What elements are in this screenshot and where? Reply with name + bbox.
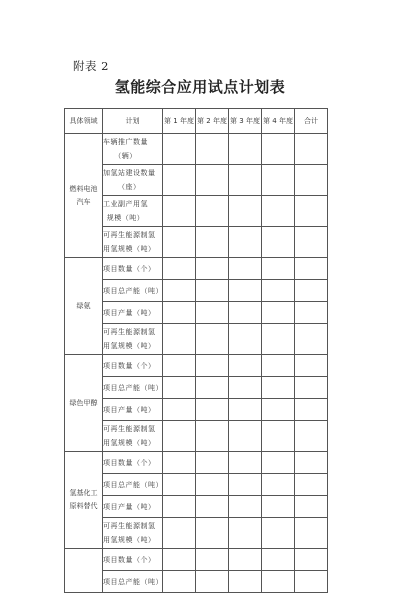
year2-cell: [196, 134, 229, 165]
year4-cell: [262, 324, 295, 355]
plan-item-label: 项目产量（吨）: [103, 405, 156, 414]
table-row: [65, 549, 328, 571]
year1-cell: [163, 452, 196, 474]
year3-cell: [229, 324, 262, 355]
year1-cell: [163, 196, 196, 227]
year1-cell: [163, 258, 196, 280]
year2-cell: [196, 549, 229, 571]
year3-cell: [229, 280, 262, 302]
header-year3: 第 3 年度: [229, 109, 262, 134]
year3-cell: [229, 258, 262, 280]
total-cell: [295, 399, 328, 421]
year3-cell: [229, 399, 262, 421]
year3-cell: [229, 571, 262, 593]
table-row: [65, 571, 328, 593]
table-row: [65, 196, 328, 227]
total-cell: [295, 196, 328, 227]
plan-item-cell: [103, 355, 163, 377]
year4-cell: [262, 421, 295, 452]
plan-item-cell: [103, 196, 163, 227]
plan-item-label: 项目数量（个）: [103, 458, 156, 467]
domain-cell: 绿色甲醇: [65, 355, 103, 452]
plan-table-body: [65, 134, 328, 593]
year2-cell: [196, 474, 229, 496]
document-title: 氢能综合应用试点计划表: [114, 78, 286, 96]
total-cell: [295, 258, 328, 280]
year3-cell: [229, 165, 262, 196]
plan-item-label: 项目产量（吨）: [103, 502, 156, 511]
domain-cell: 氢基化工 原料替代: [65, 452, 103, 549]
year2-cell: [196, 302, 229, 324]
year4-cell: [262, 518, 295, 549]
total-cell: [295, 302, 328, 324]
header-plan: 计划: [103, 109, 163, 134]
year3-cell: [229, 227, 262, 258]
year3-cell: [229, 496, 262, 518]
table-row: [65, 496, 328, 518]
table-row: [65, 324, 328, 355]
appendix-label: 附表 2: [73, 59, 109, 73]
year4-cell: [262, 227, 295, 258]
domain-cell: 燃料电池 汽车: [65, 134, 103, 258]
year2-cell: [196, 258, 229, 280]
year4-cell: [262, 377, 295, 399]
header-year4: 第 4 年度: [262, 109, 295, 134]
year2-cell: [196, 280, 229, 302]
year1-cell: [163, 165, 196, 196]
plan-table: [64, 108, 328, 593]
year1-cell: [163, 474, 196, 496]
plan-item-cell: [103, 421, 163, 452]
year4-cell: [262, 571, 295, 593]
year4-cell: [262, 474, 295, 496]
year1-cell: [163, 571, 196, 593]
year3-cell: [229, 355, 262, 377]
plan-item-label: 项目总产能（吨）: [103, 577, 163, 586]
total-cell: [295, 134, 328, 165]
total-cell: [295, 324, 328, 355]
plan-item-cell: [103, 549, 163, 571]
year2-cell: [196, 452, 229, 474]
plan-item-label: 加氢站建设数量 （座）: [103, 169, 156, 191]
plan-item-cell: [103, 165, 163, 196]
total-cell: [295, 377, 328, 399]
year2-cell: [196, 165, 229, 196]
year1-cell: [163, 302, 196, 324]
table-row: [65, 421, 328, 452]
year3-cell: [229, 134, 262, 165]
plan-item-label: 可再生能源制氢 用氢规模（吨）: [103, 425, 156, 447]
plan-item-cell: [103, 399, 163, 421]
total-cell: [295, 518, 328, 549]
plan-item-label: 项目数量（个）: [103, 555, 156, 564]
year4-cell: [262, 134, 295, 165]
total-cell: [295, 549, 328, 571]
year2-cell: [196, 421, 229, 452]
year2-cell: [196, 571, 229, 593]
plan-item-cell: [103, 571, 163, 593]
year1-cell: [163, 355, 196, 377]
plan-item-cell: [103, 518, 163, 549]
year4-cell: [262, 196, 295, 227]
plan-item-label: 项目数量（个）: [103, 264, 156, 273]
year3-cell: [229, 196, 262, 227]
plan-item-cell: [103, 280, 163, 302]
plan-item-cell: [103, 258, 163, 280]
header-domain: 具体领域: [65, 109, 103, 134]
table-row: [65, 134, 328, 165]
plan-item-label: 工业副产用氢 规模（吨）: [103, 200, 148, 222]
total-cell: [295, 355, 328, 377]
year3-cell: [229, 518, 262, 549]
table-row: [65, 280, 328, 302]
year1-cell: [163, 399, 196, 421]
year4-cell: [262, 258, 295, 280]
plan-item-cell: [103, 324, 163, 355]
year3-cell: [229, 452, 262, 474]
year1-cell: [163, 134, 196, 165]
table-row: [65, 355, 328, 377]
total-cell: [295, 474, 328, 496]
year4-cell: [262, 399, 295, 421]
table-row: [65, 377, 328, 399]
year1-cell: [163, 280, 196, 302]
year4-cell: [262, 280, 295, 302]
total-cell: [295, 227, 328, 258]
table-row: [65, 518, 328, 549]
total-cell: [295, 165, 328, 196]
year1-cell: [163, 549, 196, 571]
plan-item-cell: [103, 377, 163, 399]
domain-cell: 绿氨: [65, 258, 103, 355]
year1-cell: [163, 377, 196, 399]
plan-item-label: 项目总产能（吨）: [103, 286, 163, 295]
year2-cell: [196, 227, 229, 258]
table-row: [65, 258, 328, 280]
total-cell: [295, 452, 328, 474]
year1-cell: [163, 227, 196, 258]
year4-cell: [262, 452, 295, 474]
plan-item-label: 项目总产能（吨）: [103, 480, 163, 489]
plan-item-label: 可再生能源制氢 用氢规模（吨）: [103, 231, 156, 253]
total-cell: [295, 280, 328, 302]
plan-item-label: 可再生能源制氢 用氢规模（吨）: [103, 328, 156, 350]
year2-cell: [196, 355, 229, 377]
year2-cell: [196, 324, 229, 355]
year1-cell: [163, 421, 196, 452]
year1-cell: [163, 324, 196, 355]
year3-cell: [229, 549, 262, 571]
year4-cell: [262, 549, 295, 571]
plan-item-label: 项目产量（吨）: [103, 308, 156, 317]
year4-cell: [262, 355, 295, 377]
year1-cell: [163, 518, 196, 549]
plan-item-cell: [103, 474, 163, 496]
year2-cell: [196, 377, 229, 399]
year2-cell: [196, 518, 229, 549]
table-row: [65, 452, 328, 474]
table-row: [65, 399, 328, 421]
plan-item-cell: [103, 134, 163, 165]
year4-cell: [262, 302, 295, 324]
year1-cell: [163, 496, 196, 518]
year2-cell: [196, 196, 229, 227]
year2-cell: [196, 496, 229, 518]
plan-item-cell: [103, 302, 163, 324]
year3-cell: [229, 302, 262, 324]
table-row: [65, 227, 328, 258]
total-cell: [295, 571, 328, 593]
plan-item-label: 车辆推广数量 （辆）: [103, 138, 148, 160]
table-row: [65, 474, 328, 496]
year2-cell: [196, 399, 229, 421]
plan-item-label: 项目总产能（吨）: [103, 383, 163, 392]
table-row: [65, 302, 328, 324]
year3-cell: [229, 474, 262, 496]
plan-item-cell: [103, 227, 163, 258]
header-year1: 第 1 年度: [163, 109, 196, 134]
year4-cell: [262, 165, 295, 196]
header-total: 合计: [295, 109, 328, 134]
plan-item-label: 项目数量（个）: [103, 361, 156, 370]
plan-item-label: 可再生能源制氢 用氢规模（吨）: [103, 522, 156, 544]
plan-item-cell: [103, 496, 163, 518]
year4-cell: [262, 496, 295, 518]
header-row: [65, 109, 328, 134]
year3-cell: [229, 421, 262, 452]
total-cell: [295, 496, 328, 518]
domain-cell: [65, 549, 103, 593]
total-cell: [295, 421, 328, 452]
table-row: [65, 165, 328, 196]
year3-cell: [229, 377, 262, 399]
plan-item-cell: [103, 452, 163, 474]
header-year2: 第 2 年度: [196, 109, 229, 134]
